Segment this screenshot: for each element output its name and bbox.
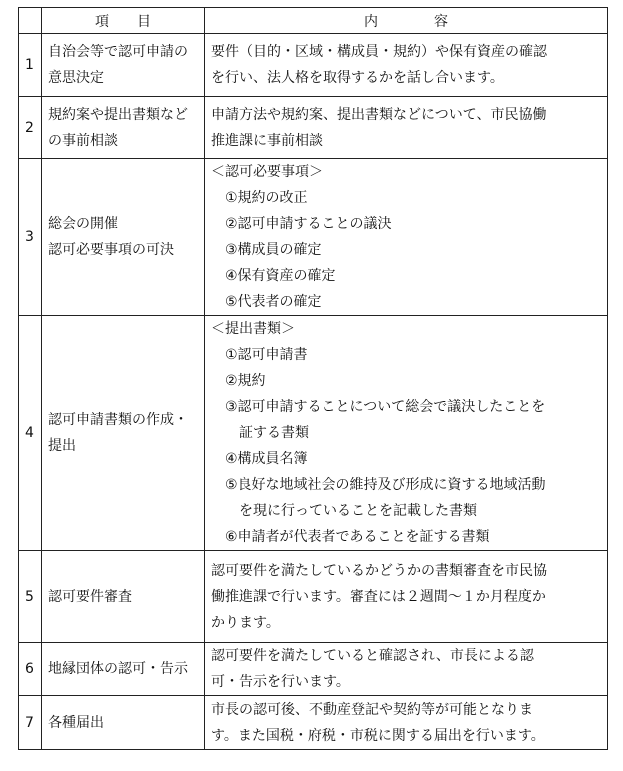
row-number: 1 — [19, 34, 42, 97]
row-number: 7 — [19, 696, 42, 750]
content-line: ＜提出書類＞ — [211, 321, 295, 337]
content-line: 働推進課で行います。審査には２週間～１か月程度か — [211, 588, 546, 605]
content-line: ＜認可必要事項＞ — [211, 164, 323, 180]
item-line: 意思決定 — [48, 70, 104, 86]
table-header-row — [19, 8, 608, 34]
item-line: 総会の開催 — [48, 216, 118, 232]
content-line: ①認可申請書 — [225, 347, 308, 363]
row-content — [205, 159, 608, 316]
content-line: ④保有資産の確定 — [225, 268, 336, 284]
row-content — [205, 643, 608, 696]
row-item — [42, 97, 205, 159]
row-item — [42, 643, 205, 696]
content-line: 推進課に事前相談 — [211, 132, 323, 149]
item-line: 認可申請書類の作成・ — [48, 412, 188, 428]
item-line: の事前相談 — [48, 132, 118, 149]
content-line: かります。 — [211, 614, 280, 631]
table-row — [19, 551, 608, 643]
row-item — [42, 551, 205, 643]
item-line: 地縁団体の認可・告示 — [48, 661, 188, 677]
content-line: 証する書類 — [239, 425, 309, 441]
table-row — [19, 643, 608, 696]
content-line: ⑤良好な地域社会の維持及び形成に資する地域活動 — [225, 477, 546, 493]
item-line: 規約案や提出書類など — [48, 106, 188, 123]
header-item: 項 目 — [42, 8, 205, 34]
item-line: 認可必要事項の可決 — [48, 242, 174, 258]
item-line: 自治会等で認可申請の — [48, 44, 188, 60]
row-number: 2 — [19, 97, 42, 159]
header-num — [19, 8, 42, 34]
content-line: を行い、法人格を取得するかを話し合います。 — [211, 70, 504, 86]
content-line: ④構成員名簿 — [225, 451, 308, 467]
content-line: 認可要件を満たしていると確認され、市長による認 — [211, 648, 534, 664]
content-line: 可・告示を行います。 — [211, 674, 350, 690]
row-content — [205, 97, 608, 159]
row-item — [42, 316, 205, 551]
content-line: ②認可申請することの議決 — [225, 216, 392, 232]
content-line: ③構成員の確定 — [225, 242, 322, 258]
procedure-table — [18, 7, 608, 750]
item-line: 提出 — [48, 438, 76, 454]
row-item — [42, 159, 205, 316]
content-line: 要件（目的・区域・構成員・規約）や保有資産の確認 — [211, 44, 547, 60]
content-line: ⑥申請者が代表者であることを証する書類 — [225, 529, 490, 545]
content-line: 申請方法や規約案、提出書類などについて、市民協働 — [211, 106, 547, 123]
row-item — [42, 34, 205, 97]
table-row — [19, 696, 608, 750]
table-row — [19, 316, 608, 551]
content-line: ⑤代表者の確定 — [225, 294, 322, 310]
content-line: ①規約の改正 — [225, 190, 308, 206]
content-line: 認可要件を満たしているかどうかの書類審査を市民協 — [211, 562, 547, 579]
row-number: 5 — [19, 551, 42, 643]
table-row — [19, 159, 608, 316]
content-line: ③認可申請することについて総会で議決したことを — [225, 399, 546, 415]
content-line: を現に行っていることを記載した書類 — [239, 503, 477, 519]
row-content — [205, 34, 608, 97]
table-row — [19, 34, 608, 97]
row-item — [42, 696, 205, 750]
content-line: 市長の認可後、不動産登記や契約等が可能となりま — [211, 701, 533, 718]
content-line: ②規約 — [225, 373, 266, 389]
content-line: す。また国税・府税・市税に関する届出を行います。 — [211, 727, 545, 744]
item-line: 認可要件審査 — [48, 588, 132, 605]
table-row — [19, 97, 608, 159]
row-number: 3 — [19, 159, 42, 316]
row-number: 4 — [19, 316, 42, 551]
row-content — [205, 316, 608, 551]
row-number: 6 — [19, 643, 42, 696]
row-content — [205, 696, 608, 750]
item-line: 各種届出 — [48, 714, 104, 731]
header-content: 内 容 — [205, 8, 608, 34]
row-content — [205, 551, 608, 643]
